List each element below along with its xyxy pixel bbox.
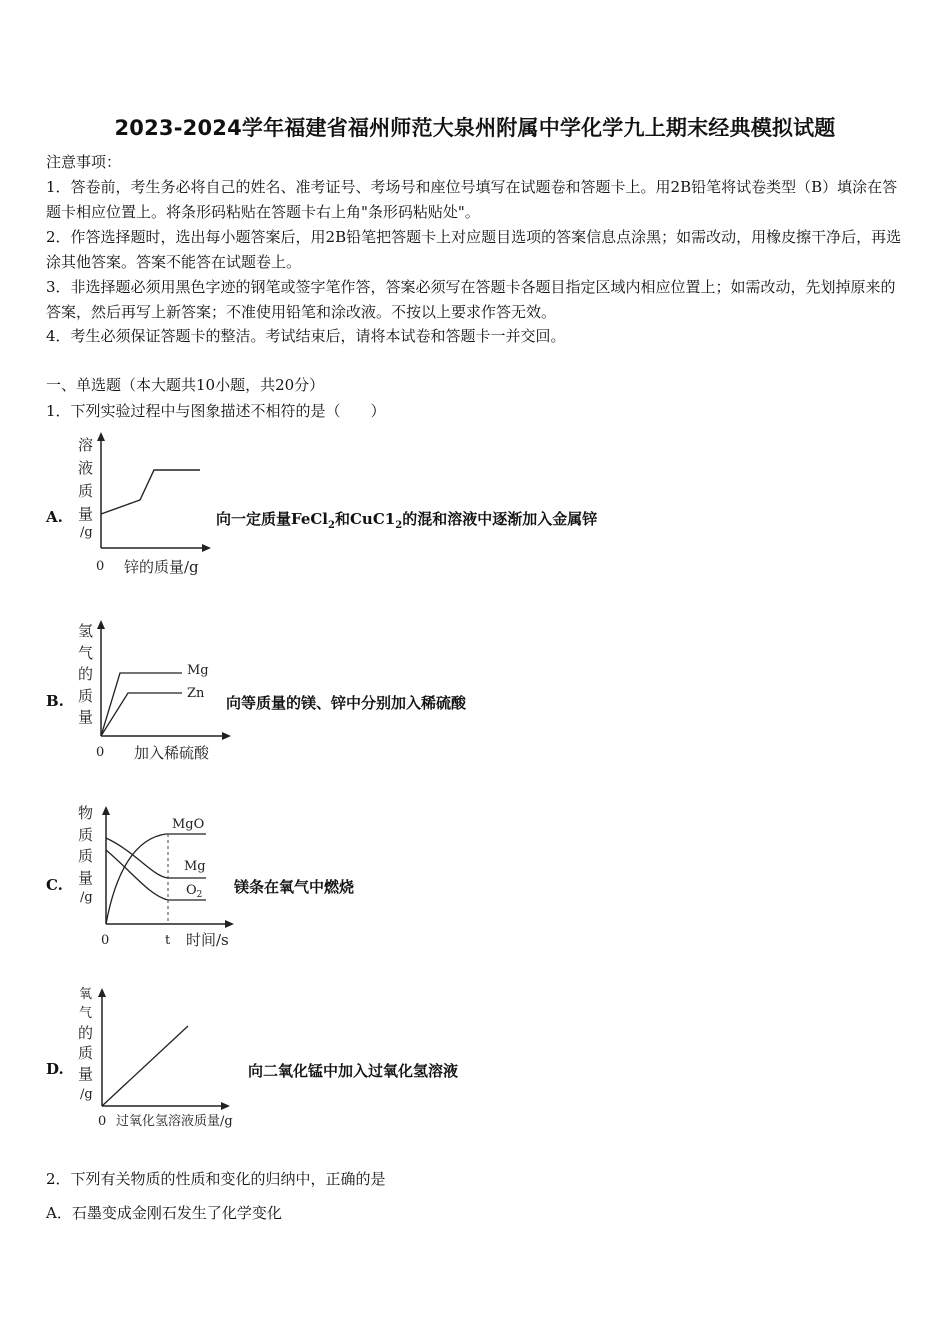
option-b-letter: B. [46,692,64,710]
graph-d-ylabel-unit: /g [80,1087,93,1102]
graph-b-ylabel-2: 气 [78,644,94,662]
graph-c-ylabel-2: 质 [78,826,94,844]
graph-d-ylabel-3: 的 [78,1024,94,1042]
graph-b-x-arrow [222,732,231,740]
graph-d-ylabel-2: 气 [79,1006,93,1021]
graph-a-x-arrow [202,544,211,552]
graph-a-ylabel-3: 质 [78,482,94,500]
notice-item-1: 1．答卷前，考生务必将自己的姓名、准考证号、考场号和座位号填写在试题卷和答题卡上。用2B铅笔将试卷类型（B）填涂在答题卡相应位置上。将条形码粘贴在答题卡右上角"条形码粘贴处"。 [46,178,898,221]
graph-c-series-mgo: MgO [172,817,205,832]
graph-c-x-arrow [225,920,234,928]
graph-c-xlabel: 时间/s [186,931,229,949]
graph-d-xlabel: 过氧化氢溶液质量/g [116,1114,233,1129]
graph-c-series-o2: $O_2$ [186,883,203,900]
notice-heading: 注意事项： [46,153,122,171]
graph-c-t-label: t [165,933,171,948]
notice-item-3: 3．非选择题必须用黑色字迹的钢笔或签字笔作答，答案必须写在答题卡各题目指定区域内相应位置上；如需改动，先划掉原来的答案，然后再写上新答案；不准使用铅笔和涂改液。不按以上要求作答无效。 [46,278,896,321]
graph-b-ylabel-3: 的 [78,665,94,683]
option-a-text: 向一定质量FeCl$_2$和$CuC1_2$的混和溶液中逐渐加入金属锌 [216,510,598,531]
graph-b-ylabel-4: 质 [78,687,94,705]
option-a-letter: A. [46,508,63,526]
graph-b-mg-line [101,673,182,736]
option-c-letter: C. [46,876,63,894]
graph-c-ylabel-4: 量 [78,869,94,887]
graph-b-origin: 0 [96,745,105,760]
graph-b-ylabel-5: 量 [78,708,94,726]
graph-d-ylabel-5: 量 [78,1065,94,1083]
graph-d-x-arrow [221,1102,230,1110]
graph-a-xlabel: 锌的质量/g [124,558,199,576]
graph-b-xlabel: 加入稀硫酸 [134,744,210,762]
graph-d-origin: 0 [98,1114,107,1129]
graph-d-ylabel-4: 质 [78,1044,94,1062]
graph-b-ylabel-1: 氢 [78,622,94,640]
graph-d-ylabel-1: 氧 [79,987,93,1002]
question-2-stem: 2．下列有关物质的性质和变化的归纳中，正确的是 [46,1170,386,1188]
graph-c-ylabel-unit: /g [80,890,93,905]
graph-b-series-mg: Mg [187,663,209,678]
graph-b-series-zn: Zn [187,686,205,701]
graph-a-ylabel-2: 液 [78,459,94,477]
graph-a-ylabel-unit: /g [80,525,93,540]
graph-a-ylabel-4: 量 [78,505,94,523]
graph-c-mgo-curve [106,834,206,924]
option-c-text: 镁条在氧气中燃烧 [234,878,355,896]
graph-c-ylabel-3: 质 [78,847,94,865]
section-heading: 一、单选题（本大题共10小题，共20分） [46,376,325,394]
option-d-text: 向二氧化锰中加入过氧化氢溶液 [248,1062,459,1080]
graph-d [70,982,250,1132]
graph-c-y-arrow [102,806,110,815]
graph-c-ylabel-1: 物 [78,804,94,822]
notice-item-2: 2．作答选择题时，选出每小题答案后，用2B铅笔把答题卡上对应题目选项的答案信息点涂黑；如需改动，用橡皮擦干净后，再选涂其他答案。答案不能答在试题卷上。 [46,228,902,271]
notice-item-4: 4．考生必须保证答题卡的整洁。考试结束后，请将本试卷和答题卡一并交回。 [46,327,566,345]
question-1-stem: 1．下列实验过程中与图象描述不相符的是（ ） [46,402,386,420]
option-d-letter: D. [46,1060,64,1078]
graph-a-ylabel-1: 溶 [78,436,94,454]
graph-d-y-arrow [98,988,106,997]
graph-b-y-arrow [97,620,105,629]
graph-b [70,616,240,766]
question-2-option-a: A．石墨变成金刚石发生了化学变化 [46,1204,282,1222]
graph-c [70,798,240,950]
page-title: 2023-2024学年福建省福州师范大泉州附属中学化学九上期末经典模拟试题 [114,116,836,140]
graph-d-line [102,1026,188,1106]
graph-c-series-mg: Mg [184,859,206,874]
graph-a-origin: 0 [96,559,105,574]
graph-a [70,430,220,580]
option-b-text: 向等质量的镁、锌中分别加入稀硫酸 [226,694,467,712]
graph-a-curve [101,470,200,514]
graph-c-origin: 0 [101,933,110,948]
graph-a-y-arrow [97,432,105,441]
graph-b-zn-line [101,693,182,736]
